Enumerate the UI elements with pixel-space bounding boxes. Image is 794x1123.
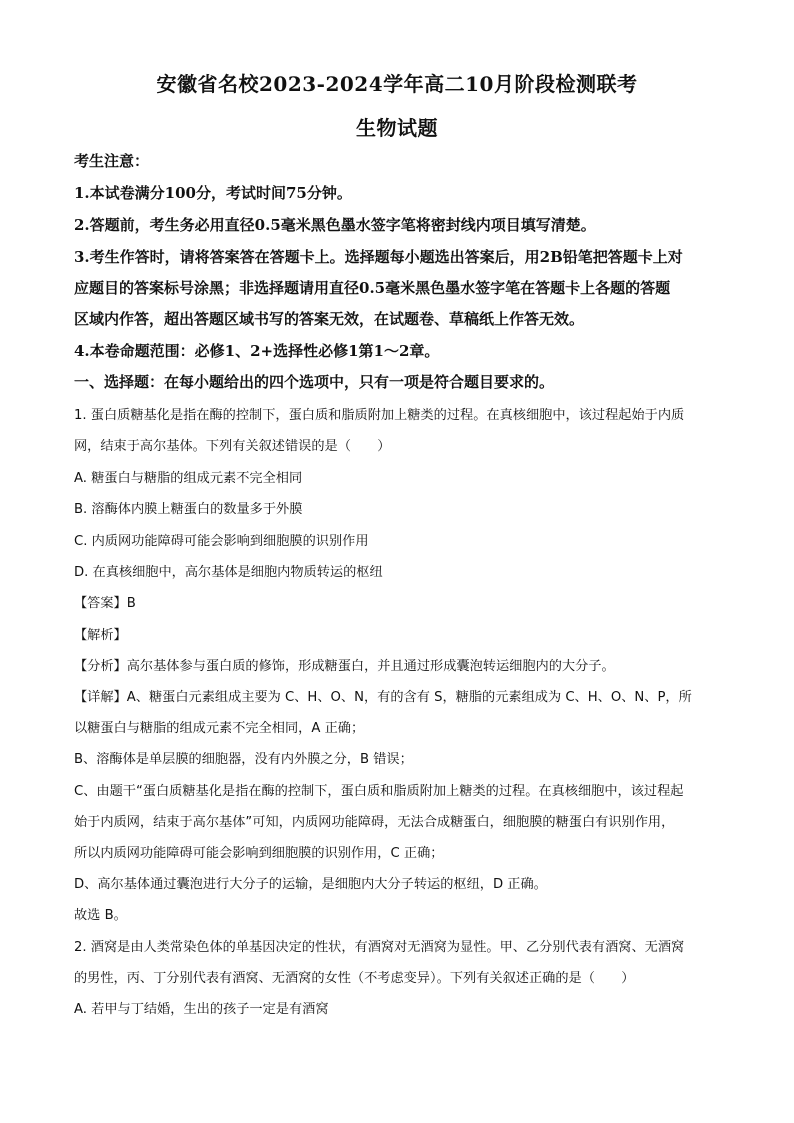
q2-option-a: A. 若甲与丁结婚，生出的孩子一定是有酒窝 <box>74 1002 329 1017</box>
q1-detail-b: B、溶酶体是单层膜的细胞器，没有内外膜之分，B 错误； <box>74 752 413 767</box>
q1-option-c: C. 内质网功能障碍可能会影响到细胞膜的识别作用 <box>74 534 369 549</box>
q2-stem-line-2: 的男性，丙、丁分别代表有酒窝、无酒窝的女性（不考虑变异）。下列有关叙述正确的是（ ） <box>74 971 635 986</box>
notice-item-3-line-1: 3.考生作答时，请将答案答在答题卡上。选择题每小题选出答案后，用2B铅笔把答题卡上对 <box>74 248 683 266</box>
q1-option-b: B. 溶酶体内膜上糖蛋白的数量多于外膜 <box>74 502 303 517</box>
exam-title: 安徽省名校2023-2024学年高二10月阶段检测联考 <box>156 72 638 96</box>
notice-item-3-line-3: 区域内作答，超出答题区域书写的答案无效，在试题卷、草稿纸上作答无效。 <box>74 310 585 328</box>
notice-item-1: 1.本试卷满分100分，考试时间75分钟。 <box>74 184 352 202</box>
notice-heading: 考生注意： <box>74 152 150 170</box>
q1-detail-d: D、高尔基体通过囊泡进行大分子的运输，是细胞内大分子转运的枢纽，D 正确。 <box>74 877 547 892</box>
exam-subtitle: 生物试题 <box>356 116 438 140</box>
q1-option-d: D. 在真核细胞中，高尔基体是细胞内物质转运的枢纽 <box>74 565 383 580</box>
q1-answer: 【答案】B <box>74 596 136 611</box>
q1-stem-line-1: 1. 蛋白质糖基化是指在酶的控制下，蛋白质和脂质附加上糖类的过程。在真核细胞中，该过程起始于内质 <box>74 408 685 423</box>
section-heading: 一、选择题：在每小题给出的四个选项中，只有一项是符合题目要求的。 <box>74 373 555 391</box>
notice-item-3-line-2: 应题目的答案标号涂黑；非选择题请用直径0.5毫米黑色墨水签字笔在答题卡上各题的答题 <box>74 279 671 297</box>
q1-conclusion: 故选 B。 <box>74 908 127 923</box>
q1-detail-line-1: 【详解】A、糖蛋白元素组成主要为 C、H、O、N，有的含有 S，糖脂的元素组成为 C、H、O、N、P，所 <box>74 690 692 705</box>
q1-stem-line-2: 网，结束于高尔基体。下列有关叙述错误的是（ ） <box>74 439 391 454</box>
q1-detail-c-line-2: 始于内质网，结束于高尔基体”可知，内质网功能障碍，无法合成糖蛋白，细胞膜的糖蛋白有识别作用， <box>74 815 675 830</box>
q1-detail-c-line-1: C、由题干“蛋白质糖基化是指在酶的控制下，蛋白质和脂质附加上糖类的过程。在真核细胞中，该过程起 <box>74 784 684 799</box>
q1-fenxi: 【分析】高尔基体参与蛋白质的修饰，形成糖蛋白，并且通过形成囊泡转运细胞内的大分子。 <box>74 659 615 674</box>
q1-option-a: A. 糖蛋白与糖脂的组成元素不完全相同 <box>74 471 303 486</box>
q1-analysis-heading: 【解析】 <box>74 628 127 643</box>
q1-detail-c-line-3: 所以内质网功能障碍可能会影响到细胞膜的识别作用，C 正确； <box>74 846 444 861</box>
q1-detail-line-2: 以糖蛋白与糖脂的组成元素不完全相同，A 正确； <box>74 721 365 736</box>
q2-stem-line-1: 2. 酒窝是由人类常染色体的单基因决定的性状，有酒窝对无酒窝为显性。甲、乙分别代表有酒窝、无酒窝 <box>74 940 685 955</box>
notice-item-2: 2.答题前，考生务必用直径0.5毫米黑色墨水签字笔将密封线内项目填写清楚。 <box>74 216 596 234</box>
notice-item-4: 4.本卷命题范围：必修1、2+选择性必修1第1～2章。 <box>74 342 440 360</box>
